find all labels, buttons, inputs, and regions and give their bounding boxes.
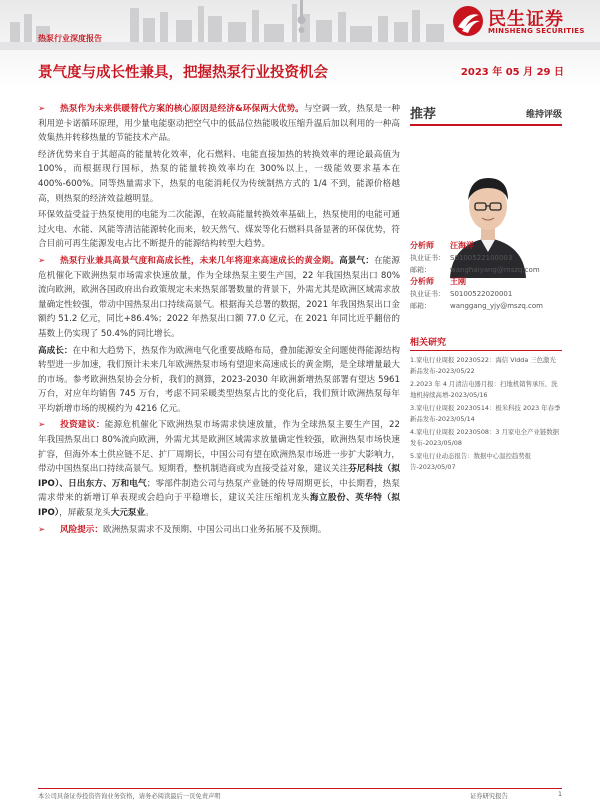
paragraph-high-growth <box>38 254 400 342</box>
email-label: 邮箱： <box>410 302 431 310</box>
report-body <box>38 102 400 539</box>
report-type: 热泵行业深度报告 <box>38 34 102 43</box>
analyst-name-row <box>410 276 562 288</box>
related-report-link[interactable]: 4.家电行业周报 20230508：3 月家电全产业链数据发布-2023/05/08 <box>410 428 560 447</box>
analyst-1 <box>410 240 562 276</box>
company-names: 大元泵业 <box>110 508 146 519</box>
analyst-name: 汪海洋 <box>450 241 474 250</box>
email-label: 邮箱： <box>410 266 431 274</box>
rating-row <box>410 100 562 126</box>
paragraph-investment-advice <box>38 418 400 520</box>
footer-doc-type: 证券研究报告 <box>470 793 508 800</box>
minsheng-logo-icon <box>452 5 484 37</box>
related-report-link[interactable]: 1.家电行业周报 20230522：海信 Vidda 三色激光新品发布-2023/05/22 <box>410 356 556 375</box>
analyst-cert-row <box>410 252 562 264</box>
paragraph-risk <box>38 523 400 538</box>
body-text: 能源危机催化下欧洲热泵市场需求快速放量，作为全球热泵主要生产国，22 年我国热泵出口 80%流向欧洲，外需尤其是欧洲区域需求放量确定性较强，欧洲热泵市场快速扩容，但海外本土供应链不足、扩厂周期长，中国公司有望在欧洲热泵市场进一步扩大影响力，带动中国热泵出口持续高景气。短期看，整机制造商或为直接受益对象，建议关注 <box>38 420 400 475</box>
company-names: 海立股份、英华特（拟 IPO） <box>38 493 400 519</box>
cert-label: 执业证书： <box>410 290 445 298</box>
related-report-link[interactable]: 5.家电行业动态报告：数据中心温控趋势报告-2023/05/07 <box>410 452 532 471</box>
recommendation: 推荐 <box>410 107 437 122</box>
company-names: 芬尼科技（拟 IPO）、日出东方、万和电气 <box>38 464 400 489</box>
analyst-label: 分析师 <box>410 277 434 286</box>
body-text: 。 <box>145 508 154 519</box>
bullet-arrow-icon: ➢ <box>38 524 46 535</box>
related-report-link[interactable]: 3.家电行业周报 20230514：极米科技 2023 年春季新品发布-2023/05/14 <box>410 404 561 423</box>
body-text: ；零部件制造公司与热泵产业链的传导周期更长，中长期看，热泵需求带来的新增订单表现或会趋向于平稳增长，建议关注压缩机龙头 <box>38 478 400 504</box>
bullet-arrow-icon: ➢ <box>38 104 46 114</box>
analyst-email[interactable]: wanghaiyang@mszq.com <box>450 266 540 274</box>
cert-label: 执业证书： <box>410 254 445 262</box>
paragraph-growth-detail <box>38 344 400 417</box>
bullet-arrow-icon: ➢ <box>38 420 46 431</box>
analyst-email-row <box>410 300 562 312</box>
paragraph-core-reason <box>38 102 400 146</box>
paragraph-environmental: 环保效益受益于热泵使用的电能为二次能源，在较高能量转换效率基础上，热泵使用的电能可通过火电、水能、风能等清洁能源转化而来，较天然气、煤炭等化石燃料具备显著的环保优势，符合目前可再生能源发电占比不断提升的能源结构转型大趋势。 <box>38 210 400 250</box>
keyword-text: 高成长： <box>38 345 73 356</box>
highlight-text: 风险提示： <box>60 524 103 535</box>
related-report-link[interactable]: 2.2023 年 4 月清洁电器月报：扫地机销售承压、洗地机持续高增-2023/05/16 <box>410 380 558 399</box>
logo-text-en: MINSHENG SECURITIES <box>488 27 585 35</box>
highlight-text: 热泵行业兼具高景气度和高成长性，未来几年将迎来高速成长的黄金期。 <box>60 255 340 266</box>
footer-divider <box>38 788 562 789</box>
analyst-email[interactable]: wanggang_yjy@mszq.com <box>450 302 543 310</box>
analyst-name: 王刚 <box>450 277 466 286</box>
body-text: 与空调一致，热泵是一种利用逆卡诺循环原理，用少量电能驱动把空气中的低品位热能吸收压缩升温后加以利用的一种高效集热并转移热量的节能技术产品。 <box>38 104 400 144</box>
body-text: 欧洲热泵需求不及预期、中国公司出口业务拓展不及预期。 <box>102 524 327 535</box>
cert-number: S0100522020001 <box>450 290 513 298</box>
body-text: 在中和大趋势下，热泵作为欧洲电气化重要战略布局，叠加能源安全问题使得能源结构转型进一步加速，我们预计未来几年欧洲热泵市场有望迎来高速成长的黄金期，是全球增量最大的市场。参考欧洲热泵协会分析，我们的测算，2023-2030 年欧洲新增热泵部署有望达 5961 万台，对应年均销售 745 万台，考虑不同采暖类型热泵占比的变化后，我们预计欧洲热泵每年平均新增市场的规模约为 4216 亿元。 <box>38 345 400 414</box>
logo-text-cn: 民生证券 <box>488 9 564 30</box>
sidebar <box>410 100 562 471</box>
bullet-arrow-icon: ➢ <box>38 255 46 266</box>
body-text: ，屏蔽泵龙头 <box>59 508 111 519</box>
cert-number: S0100522100003 <box>450 254 513 262</box>
highlight-text: 投资建议： <box>60 420 105 431</box>
rating: 维持评级 <box>525 110 562 120</box>
analyst-cert-row <box>410 288 562 300</box>
minsheng-logo <box>452 5 592 45</box>
analyst-2 <box>410 276 562 312</box>
analyst-name-row <box>410 240 562 252</box>
body-text: 在能源危机催化下欧洲热泵市场需求快速放量，作为全球热泵主要生产国，22 年我国热泵出口 80%流向欧洲，欧洲各国政府出台政策规定未来热泵部署数量的背景下，外需尤其是欧洲区域需求放量确定性较强，带动中国热泵出口持续高景气。根据海关总署的数据，2021 年我国热泵出口金额约 51.2 亿元，同比+86.4%；2022 年热泵出口额 77.0 亿元，在 2021 年同比近乎翻倍的基数上仍实现了 50.4%的同比增长。 <box>38 255 400 339</box>
paragraph-economic: 经济优势来自于其超高的能量转化效率，化石燃料、电能直接加热的转换效率的理论最高值为 100%，而根据现行国标，热泵的能量转换效率均在 300%以上，一级能效要求基本在 400%-600%。同等热量需求下，热泵的电能消耗仅为传统制热方式的 1/4 不到，能源价格越高，则热泵的经济效益越明显。 <box>38 149 400 204</box>
report-date: 2023 年 05 月 29 日 <box>460 67 564 78</box>
related-research-title: 相关研究 <box>410 335 562 351</box>
page-number: 1 <box>558 791 563 798</box>
report-title: 景气度与成长性兼具，把握热泵行业投资机会 <box>38 65 328 81</box>
highlight-text: 热泵作为未来供暖替代方案的核心原因是经济&环保两大优势。 <box>60 104 304 114</box>
report-header <box>0 0 600 90</box>
analyst-label: 分析师 <box>410 241 434 250</box>
keyword-text: 高景气： <box>339 255 374 266</box>
analyst-email-row <box>410 264 562 276</box>
related-research <box>410 335 562 475</box>
footer-disclaimer: 本公司具备证券投资咨询业务资格，请务必阅读最后一页免责声明 <box>38 793 221 800</box>
